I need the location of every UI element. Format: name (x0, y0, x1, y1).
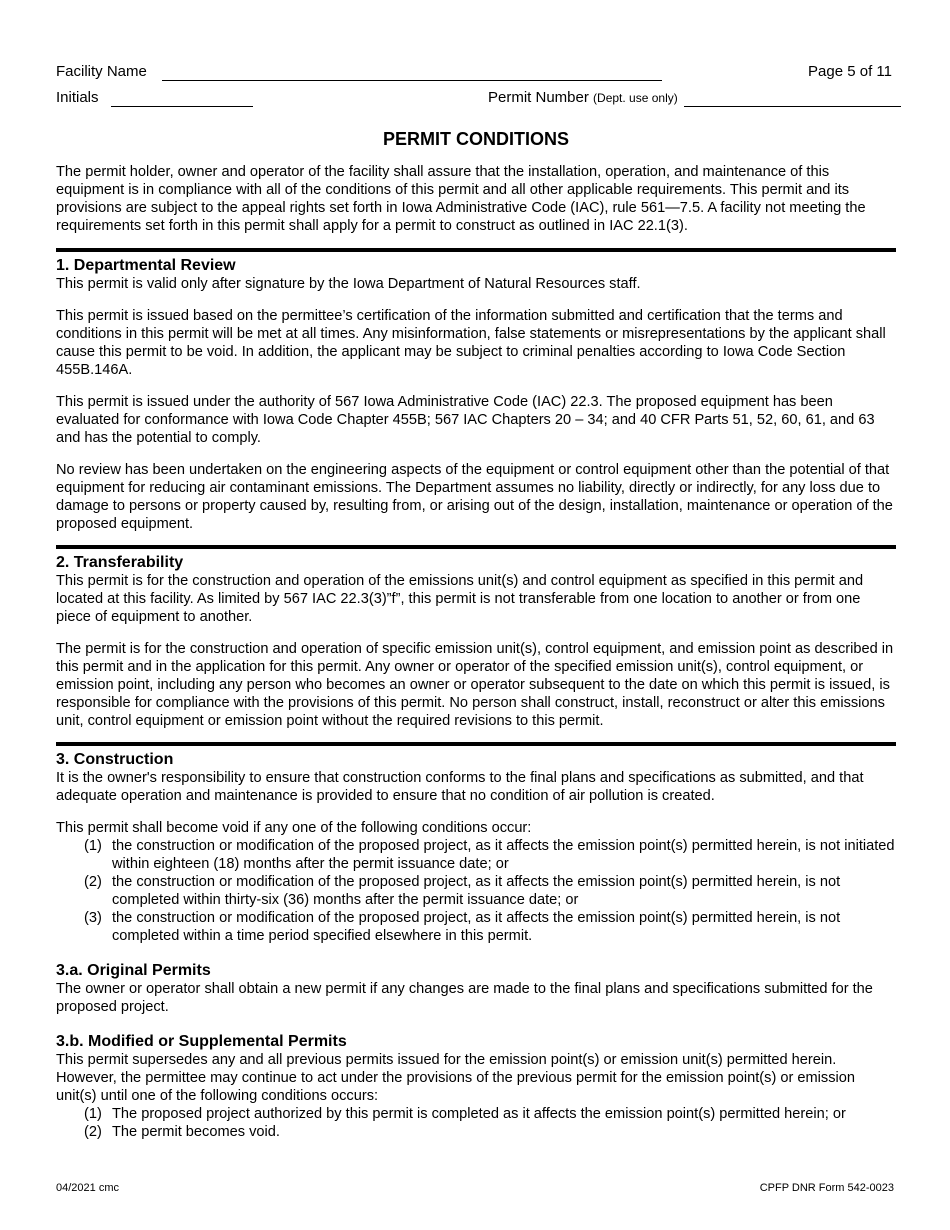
paragraph: This permit is for the construction and operation of the emissions unit(s) and control equipment as specified in this permit and located at this facility. As limited by 567 IAC 22.3(3)”f”, this permit is not transferable from one location to another or from one piece of equipment to another. (56, 573, 864, 625)
subsection-heading: 3.a. Original Permits (56, 962, 211, 979)
page-title: PERMIT CONDITIONS (382, 129, 569, 149)
list-number: (2) (84, 874, 102, 890)
list-item (84, 873, 896, 909)
facility-name-field[interactable] (162, 80, 662, 81)
list-text: The permit becomes void. (112, 1124, 280, 1140)
list-number: (1) (84, 838, 102, 854)
permit-number-note: (Dept. use only) (593, 91, 678, 105)
section-heading: 1. Departmental Review (56, 257, 236, 274)
footer-date: 04/2021 cmc (56, 1182, 119, 1194)
list-number: (2) (84, 1124, 102, 1140)
permit-number-label (488, 89, 678, 107)
footer-form-number: CPFP DNR Form 542-0023 (759, 1182, 894, 1194)
list-item (84, 1105, 896, 1123)
document-body (56, 163, 896, 1141)
list-text: the construction or modification of the proposed project, as it affects the emission point(s) permitted herein, is not completed within a time period specified elsewhere in this permit. (112, 910, 841, 944)
paragraph: The owner or operator shall obtain a new permit if any changes are made to the final plans and specifications submitted for the proposed project. (56, 981, 873, 1015)
list-number: (3) (84, 910, 102, 926)
facility-name-label: Facility Name (56, 63, 147, 80)
intro-paragraph: The permit holder, owner and operator of the facility shall assure that the installation, operation, and maintenance of this equipment is in compliance with all of the conditions of this permit and all other applicable requirements. This permit and its provisions are subject to the appeal rights set forth in Iowa Administrative Code (IAC), rule 561—7.5. A facility not meeting the requirements set forth in this permit shall apply for a permit to construct as outlined in IAC 22.1(3). (56, 164, 866, 234)
paragraph: This permit is valid only after signature by the Iowa Department of Natural Resources staff. (56, 276, 641, 292)
list-text: the construction or modification of the proposed project, as it affects the emission point(s) permitted herein, is not initiated within eighteen (18) months after the permit issuance date; or (112, 838, 895, 872)
paragraph: This permit is issued based on the permittee’s certification of the information submitted and certification that the terms and conditions in this permit will be met at all times. Any misinformation, false statements or misrepresentations by the applicant shall cause this permit to be void. In addition, the applicant may be subject to criminal penalties according to Iowa Code Section 455B.146A. (56, 308, 886, 378)
section-heading: 3. Construction (56, 751, 174, 768)
permit-number-field[interactable] (684, 106, 901, 107)
supersede-conditions-list (56, 1105, 896, 1141)
section-heading: 2. Transferability (56, 554, 184, 571)
page-number: Page 5 of 11 (808, 63, 892, 80)
section-construction (56, 746, 896, 1141)
list-item (84, 837, 896, 873)
paragraph: This permit shall become void if any one of the following conditions occur: (56, 820, 532, 836)
list-text: the construction or modification of the proposed project, as it affects the emission point(s) permitted herein, is not completed within thirty-six (36) months after the permit issuance date; or (112, 874, 841, 908)
section-departmental-review (56, 252, 896, 533)
initials-field[interactable] (111, 106, 253, 107)
list-text: The proposed project authorized by this permit is completed as it affects the emission point(s) permitted herein; or (112, 1106, 846, 1122)
permit-number-label-text: Permit Number (488, 89, 589, 106)
paragraph: This permit supersedes any and all previous permits issued for the emission point(s) or emission unit(s) permitted herein. However, the permittee may continue to act under the provisions of the previous permit for the emission point(s) or emission unit(s) until one of the following conditions occurs: (56, 1052, 855, 1104)
paragraph: This permit is issued under the authority of 567 Iowa Administrative Code (IAC) 22.3. The proposed equipment has been evaluated for conformance with Iowa Code Chapter 455B; 567 IAC Chapters 20 – 34; and 40 CFR Parts 51, 52, 60, 61, and 63 and has the potential to comply. (56, 394, 875, 446)
section-transferability (56, 549, 896, 730)
list-number: (1) (84, 1106, 102, 1122)
void-conditions-list (56, 837, 896, 945)
paragraph: No review has been undertaken on the engineering aspects of the equipment or control equipment other than the potential of that equipment for reducing air contaminant emissions. The Department assumes no liability, directly or indirectly, for any loss due to damage to persons or property caused by, resulting from, or arising out of the design, installation, maintenance or operation of the proposed equipment. (56, 462, 893, 532)
initials-label: Initials (56, 89, 99, 106)
list-item (84, 909, 896, 945)
paragraph: The permit is for the construction and operation of specific emission unit(s), control equipment, and emission point as described in this permit and in the application for this permit. Any owner or operator of the specified emission unit(s), control equipment, or emission point, including any person who becomes an owner or operator subsequent to the date on which this permit is issued, is responsible for compliance with the provisions of this permit. No person shall construct, install, reconstruct or alter this emissions unit, control equipment or emission point without the required revisions to this permit. (56, 641, 894, 729)
paragraph: It is the owner's responsibility to ensure that construction conforms to the final plans and specifications as submitted, and that adequate operation and maintenance is provided to ensure that no condition of air pollution is created. (56, 770, 864, 804)
subsection-heading: 3.b. Modified or Supplemental Permits (56, 1033, 347, 1050)
list-item (84, 1123, 896, 1141)
